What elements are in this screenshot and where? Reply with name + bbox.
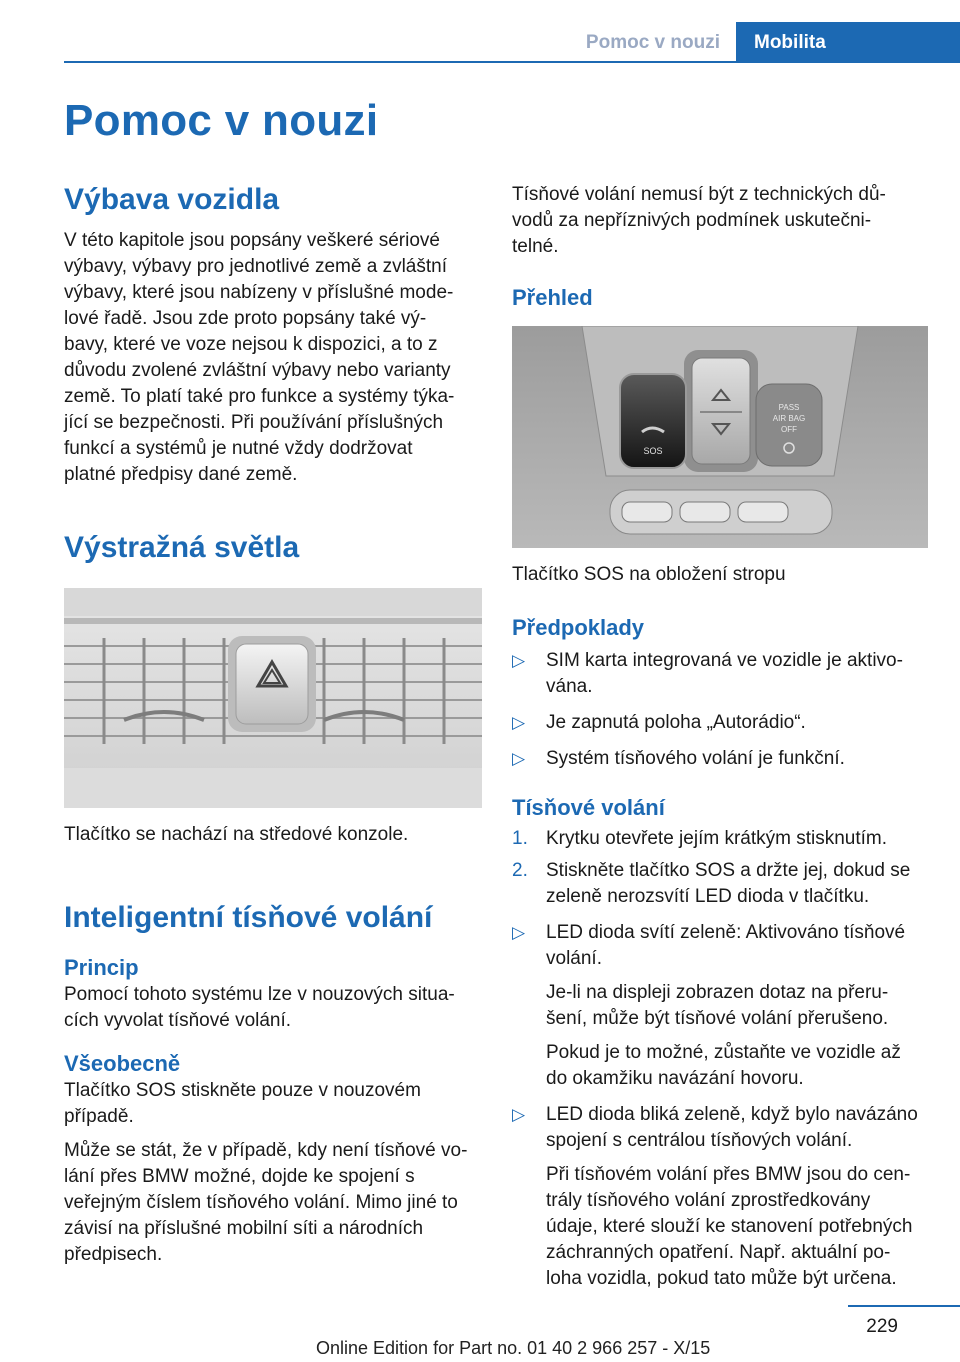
left-column: [64, 182, 482, 1268]
page-number: 229: [866, 1316, 898, 1337]
sos-console-illustration: [512, 326, 928, 548]
header-rule: [64, 61, 960, 63]
list-item: ▷ SIM karta integrovaná ve vozidle je aktivo‐ vána.: [512, 650, 903, 697]
edition-footer: Online Edition for Part no. 01 40 2 966 257 - X/15: [316, 1338, 711, 1358]
led-blink-item: ▷ LED dioda bliká zeleně, když bylo navázáno spojení s centrálou tísňových volání.: [512, 1104, 918, 1151]
vseobecne-text-1: Tlačítko SOS stiskněte pouze v nouzovém případě.: [64, 1080, 421, 1127]
header-chapter-tab[interactable]: Mobilita: [736, 22, 960, 63]
vybava-text: V této kapitole jsou popsány veškeré sériové výbavy, výbavy pro jednotlivé země a zvláštní výbavy, které jsou nabízeny v příslušné mode‐ lové řadě. Jsou zde proto popsány také vý‐ bavy, které ve voze nejsou k dispozici, a to z důvodu zvolené zvláštní výbavy nebo varianty země. To platí také pro funkce a systémy týka‐ jící se bezpečnosti. Při používání příslušných funkcí a systémů je nutné vždy dodržovat platné předpisy dané země.: [64, 230, 455, 485]
heading-predpoklady: Předpoklady: [512, 615, 645, 640]
led-green-sub-2: Pokud je to možné, zůstaňte ve vozidle až do okamžiku navázání hovoru.: [546, 1042, 901, 1089]
intro-text: Tísňové volání nemusí být z technických dů‐ vodů za nepříznivých podmínek uskutečni‐ telné.: [512, 184, 886, 257]
vseobecne-text-2: Může se stát, že v případě, kdy není tísňové vo‐ lání přes BMW možné, dojde ke spojení s veřejným číslem tísňového volání. Mimo jiné to závisí na příslušné mobilní síti a národních předpisech.: [64, 1140, 468, 1265]
heading-inteligentni: Inteligentní tísňové volání: [64, 901, 433, 934]
led-blink-list: [512, 1102, 932, 1154]
list-item: ▷ Systém tísňového volání je funkční.: [512, 746, 932, 772]
airbag-label: AIR BAG: [772, 414, 806, 423]
heading-princip: Princip: [64, 955, 139, 980]
triangle-bullet-icon: ▷: [512, 923, 526, 942]
led-blink-sub: Při tísňovém volání přes BMW jsou do cen‐ trály tísňového volání zprostředkovány údaje, které slouží ke stanovení potřebných záchranných opatření. Např. aktuální po‐ loha vozidla, pokud tato může být určena.: [546, 1164, 913, 1289]
tisnove-steps: [512, 826, 932, 972]
predpoklady-list: [512, 648, 932, 772]
pass-label: PASS: [778, 403, 800, 412]
heading-vseobecne: Všeobecně: [64, 1051, 181, 1076]
heading-vybava: Výbava vozidla: [64, 183, 280, 216]
footer-rule: [848, 1305, 960, 1307]
triangle-bullet-icon: ▷: [512, 713, 526, 732]
sos-caption: Tlačítko SOS na obložení stropu: [512, 564, 786, 585]
step-2: 2. Stiskněte tlačítko SOS a držte jej, dokud se zeleně nerozsvítí LED dioda v tlačítku.: [512, 860, 911, 907]
triangle-bullet-icon: ▷: [512, 651, 526, 670]
heading-prehled: Přehled: [512, 285, 593, 310]
off-label: OFF: [781, 425, 797, 434]
heading-vystrazna: Výstražná světla: [64, 531, 300, 564]
hazard-switch-photo: [64, 588, 482, 808]
hazard-switch-illustration: [64, 588, 482, 808]
header-section-tab[interactable]: Pomoc v nouzi: [585, 32, 720, 53]
sos-label: SOS: [643, 446, 663, 456]
list-item: ▷ Je zapnutá poloha „Autorádio“.: [512, 710, 932, 736]
step-1: 1. Krytku otevřete jejím krátkým stisknutím.: [512, 828, 888, 849]
right-column: [512, 182, 932, 1292]
sos-button-photo: [512, 326, 932, 548]
led-green-sub-1: Je-li na displeji zobrazen dotaz na přeru‐ šení, může být tísňové volání přerušeno.: [546, 982, 889, 1029]
princip-text: Pomocí tohoto systému lze v nouzových situa‐ cích vyvolat tísňové volání.: [64, 984, 455, 1031]
hazard-caption: Tlačítko se nachází na středové konzole.: [64, 824, 409, 845]
page-title: Pomoc v nouzi: [64, 96, 379, 145]
triangle-bullet-icon: ▷: [512, 749, 526, 768]
triangle-bullet-icon: ▷: [512, 1105, 526, 1124]
led-green-item: ▷ LED dioda svítí zeleně: Aktivováno tísňové volání.: [512, 922, 906, 969]
heading-tisnove-volani: Tísňové volání: [512, 795, 665, 820]
